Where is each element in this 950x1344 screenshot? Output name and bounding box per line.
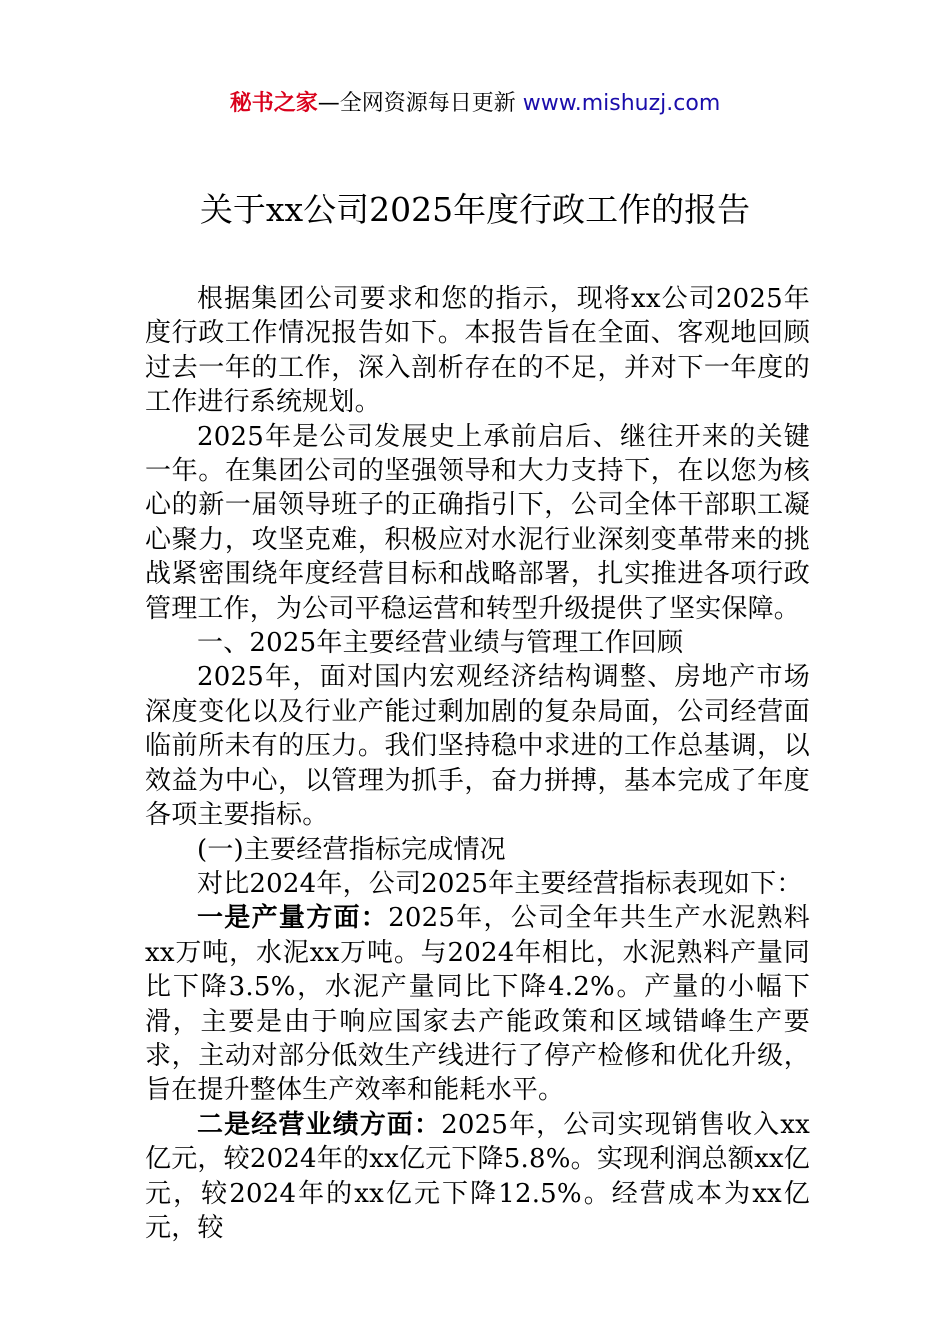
paragraph-text: 对比2024年，公司2025年主要经营指标表现如下： [197,868,803,899]
site-header [0,88,950,120]
subsection-heading [145,833,810,867]
paragraph-text: 2025年是公司发展史上承前启后、继往开来的关键一年。在集团公司的坚强领导和大力支持下，在以您为核心的新一届领导班子的正确指引下，公司全体干部职工凝心聚力，攻坚克难，积极应对水泥行业深刻变革带来的挑战紧密围绕年度经营目标和战略部署，扎实推进各项行政管理工作，为公司平稳运营和转型升级提供了坚实保障。 [145,421,810,624]
paragraph-production [145,901,810,1107]
paragraph-overview [145,420,810,626]
paragraph-text: 2025年，面对国内宏观经济结构调整、房地产市场深度变化以及行业产能过剩加剧的复杂局面，公司经营面临前所未有的压力。我们坚持稳中求进的工作总基调，以效益为中心，以管理为抓手，奋力拼搏，基本完成了年度各项主要指标。 [145,662,810,831]
document-body [145,282,810,1245]
paragraph-performance [145,1108,810,1246]
site-url[interactable]: www.mishuzj.com [522,91,721,116]
paragraph-context [145,660,810,832]
paragraph-text: 2025年，公司实现销售收入xx亿元，较2024年的xx亿元下降5.8%。实现利润总额xx亿元，较2024年的xx亿元下降12.5%。经营成本为xx亿元，较 [145,1109,810,1243]
subsection-heading-text: (一)主要经营指标完成情况 [197,834,506,865]
section-heading [145,626,810,660]
paragraph-intro [145,282,810,420]
document-title: 关于xx公司2025年度行政工作的报告 [199,190,751,229]
paragraph-text: 根据集团公司要求和您的指示，现将xx公司2025年度行政工作情况报告如下。本报告旨在全面、客观地回顾过去一年的工作，深入剖析存在的不足，并对下一年度的工作进行系统规划。 [145,284,810,418]
section-heading-text: 一、2025年主要经营业绩与管理工作回顾 [197,628,684,659]
paragraph-comparison [145,867,810,901]
lead-label: 一是产量方面： [197,903,389,934]
header-tagline: —全网资源每日更新 [317,91,523,116]
lead-label: 二是经营业绩方面： [197,1109,442,1140]
brand-name: 秘书之家 [229,91,318,116]
paragraph-text: 2025年，公司全年共生产水泥熟料xx万吨，水泥xx万吨。与2024年相比，水泥熟料产量同比下降3.5%，水泥产量同比下降4.2%。产量的小幅下滑，主要是由于响应国家去产能政策和区域错峰生产要求，主动对部分低效生产线进行了停产检修和优化升级，旨在提升整体生产效率和能耗水平。 [145,903,810,1106]
